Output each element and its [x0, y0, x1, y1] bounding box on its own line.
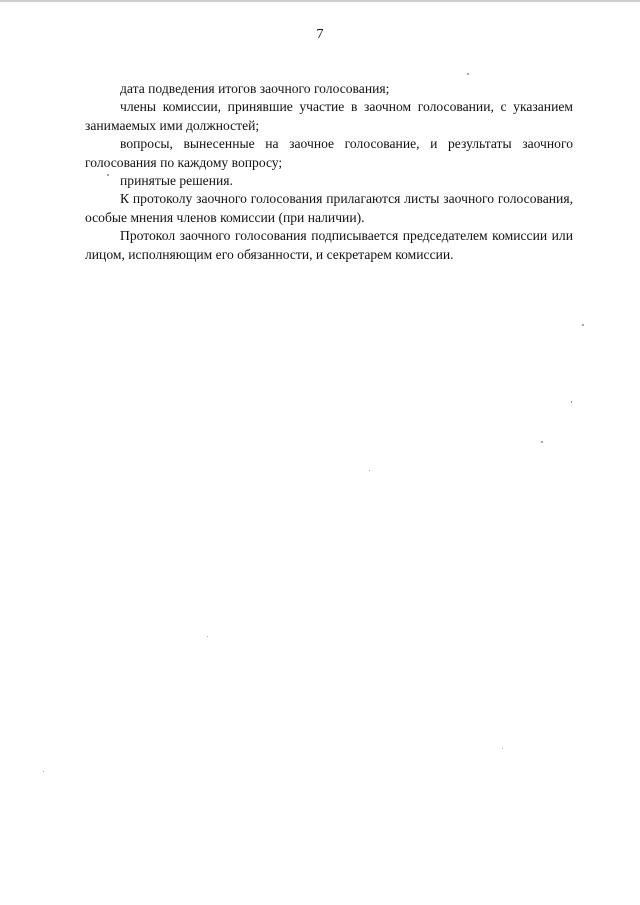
scan-speck: [43, 771, 44, 772]
paragraph-participating-members: члены комиссии, принявшие участие в заочном голосовании, с указанием занимаемых ими должностей;: [85, 99, 573, 133]
scan-speck: [571, 401, 572, 403]
scan-speck: [107, 174, 109, 176]
body-text: [85, 80, 573, 264]
paragraph-signature: Протокол заочного голосования подписывается председателем комиссии или лицом, исполняющим его обязанности, и секретарем комиссии.: [85, 228, 573, 262]
scan-speck: [541, 441, 543, 443]
page-number: 7: [316, 27, 324, 42]
paragraph-decisions: принятые решения.: [120, 173, 233, 189]
scan-top-edge: [0, 0, 640, 2]
paragraph-attachments: К протоколу заочного голосования прилагаются листы заочного голосования, особые мнения членов комиссии (при наличии).: [85, 191, 573, 225]
scan-speck: [369, 470, 370, 471]
scan-speck: [467, 73, 469, 75]
scan-speck: [502, 748, 503, 749]
scan-speck: [207, 636, 208, 637]
paragraph-voting-date: дата подведения итогов заочного голосования;: [120, 81, 390, 96]
scan-speck: [582, 324, 584, 326]
paragraph-questions-results: вопросы, вынесенные на заочное голосование, и результаты заочного голосования по каждому вопросу;: [85, 136, 573, 170]
